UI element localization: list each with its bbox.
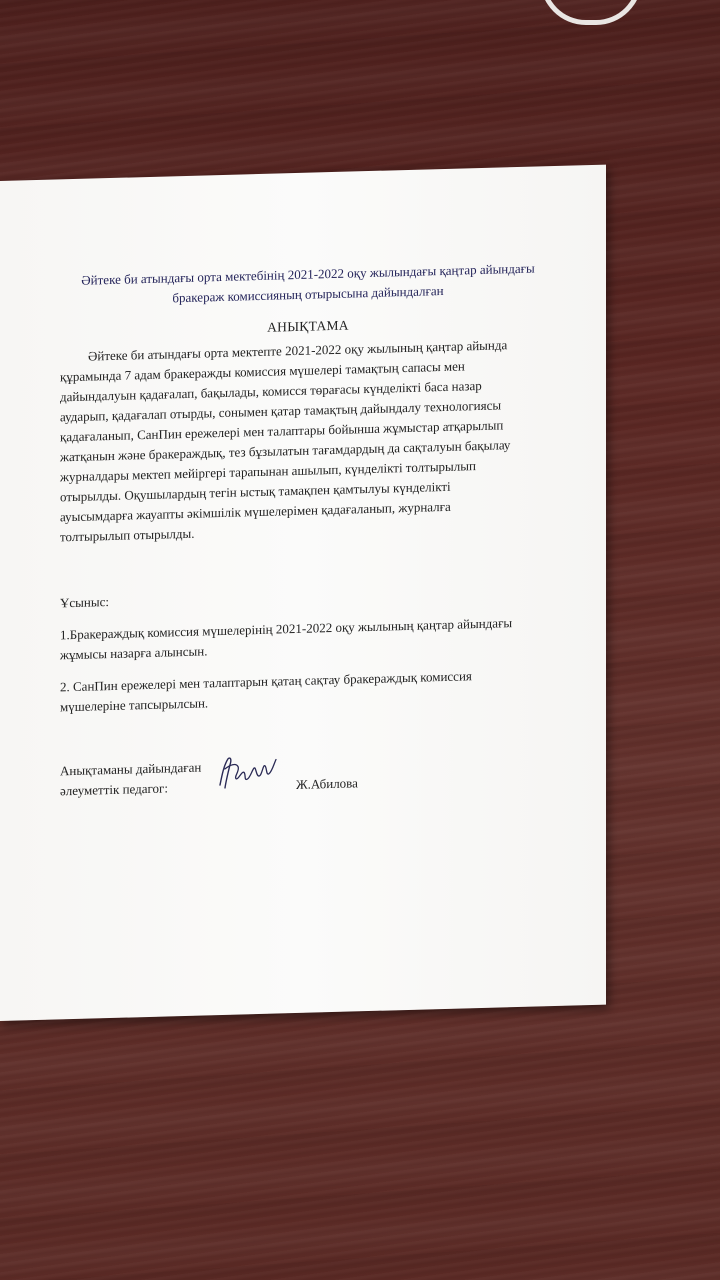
signature-block <box>60 748 556 809</box>
body-line: журналдары мектеп мейіргері тарапынан ашылып, күнделікті толтырылып <box>60 458 476 485</box>
proposal-item <box>60 664 556 717</box>
header-line: Әйтеке би атындағы орта мектебінің 2021-2022 оқу жылындағы қаңтар айындағы <box>81 260 535 288</box>
body-line: Әйтеке би атындағы орта мектепте 2021-2022 оқу жылының қаңтар айында <box>88 337 508 364</box>
header-line: бракераж комиссияның отырысына дайындалған <box>172 282 444 306</box>
document-header <box>60 258 556 311</box>
body-line: отырылды. Оқушылардың тегін ыстық тамақпен қамтылуы күнделікті <box>60 478 451 505</box>
document-title: АНЫҚТАМА <box>267 317 349 335</box>
usb-cable <box>540 0 642 25</box>
document-page <box>0 165 606 1021</box>
body-line: дайындалуын қадағалап, бақылады, комисся төрағасы күнделікті баса назар <box>60 377 482 405</box>
proposal-line: 1.Бракераждық комиссия мүшелерінің 2021-2022 оқу жылының қаңтар айындағы <box>60 615 513 643</box>
body-line: қадағаланып, СанПин ережелері мен талаптары бойынша жұмыстар атқарылып <box>60 417 504 445</box>
proposal-item <box>60 612 556 665</box>
document-content <box>60 258 556 809</box>
proposal-line: мүшелеріне тапсырылсын. <box>60 695 209 715</box>
signature-label-line: Анықтаманы дайындаған <box>60 759 202 779</box>
signer-name: Ж.Абилова <box>296 775 358 792</box>
body-paragraph <box>60 334 556 547</box>
proposal-line: 2. СанПин ережелері мен талаптарын қатаң сақтау бракераждық комиссия <box>60 668 472 695</box>
body-line: жатқанын және бракераждық, тез бұзылатын тағамдардың да сақталуын бақылау <box>60 437 511 465</box>
body-line: құрамында 7 адам бракеражды комиссия мүшелері тамақтың сапасы мен <box>60 358 465 385</box>
body-line: толтырылып отырылды. <box>60 525 195 545</box>
body-line: аударып, қадағалап отырды, сонымен қатар тамақтың дайындалу технологиясы <box>60 397 502 425</box>
handwritten-signature <box>216 753 278 791</box>
signature-label-line: әлеуметтік педагог: <box>60 780 168 799</box>
body-line: ауысымдарға жауапты әкімшілік мүшелерімен қадағаланып, журналға <box>60 498 451 525</box>
proposal-label: Ұсыныс: <box>60 594 109 611</box>
proposal-line: жұмысы назарға алынсын. <box>60 643 208 663</box>
